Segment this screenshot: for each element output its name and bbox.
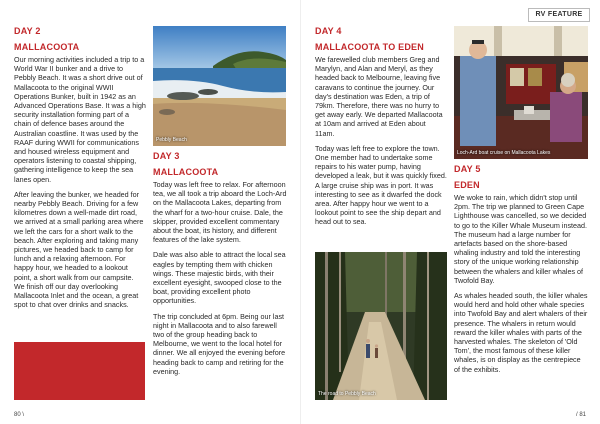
decorative-red-block [14,342,145,400]
day5-column [454,164,588,380]
day5-heading: DAY 5 [454,164,481,174]
day2-place: MALLACOOTA [14,42,80,52]
right-folio: / 81 [575,412,586,418]
day5-paragraph-2: As whales headed south, the killer whales would herd and hold other whale species into Twofold Bay and alert whalers of their presence. The whalers in return would reward the killer whales with parts of the harvested whales. The skeleton of 'Old Tom', the most famous of these killer whales, is on display as the centrepiece of the exhibits. [454,291,588,374]
day4-column [315,26,447,233]
pebbly-beach-photo [153,26,286,146]
day3-paragraph-3: The trip concluded at 6pm. Being our last night in Mallacoota and to also farewell two of the group heading back to Melbourne, we went to the local hotel for dinner. We all enjoyed the evening before heading back to camp and retiring for the evening. [153,311,286,376]
day4-place: MALLACOOTA TO EDEN [315,42,424,52]
day2-paragraph-2: After leaving the bunker, we headed for nearby Pebbly Beach. Driving for a few kilometres down a well-made dirt road, we arrived at a small parking area where we left the cars for a short walk to the beach. After exploring and taking many pictures, we headed back to camp for lunch and a relaxing afternoon. For happy hour, we headed to a lookout point, a short walk from our campsite. We finish off our day overlooking Mallacoota Inlet and the ocean, a great spot to chat over drinks and snacks. [14,189,144,310]
day4-heading: DAY 4 [315,26,342,36]
road-to-pebbly-beach-photo [315,252,447,400]
day5-paragraph-1: We woke to rain, which didn't stop until 2pm. The trip we planned to Green Cape Lighthouse was cancelled, so we decided to go to the Killer Whale Museum instead. The museum had a large number for artefacts based on the shore-based whaling industry and told the interesting story of the unique working relationship between the whalers and killer whales of Twofold Bay. [454,193,588,285]
road-caption: The road to Pebbly Beach [318,391,376,397]
day2-heading: DAY 2 [14,26,41,36]
right-page [300,0,600,424]
loch-ard-cruise-photo [454,26,588,159]
day4-paragraph-1: We farewelled club members Greg and Marylyn, and Alan and Meryl, as they headed back to Melbourne, leaving five caravans to continue the journey. Our day's destination was Eden, a trip of 79km. Therefore, there was no hurry to get away early. We departed Mallacoota at 10am and arrived at Eden about 11am. [315,55,443,138]
day4-paragraph-2: Today was left free to explore the town. One member had to undertake some repairs to his water pump, having developed a leak, but it was quickly fixed. A large cruise ship was in port. It was interesting to see as it dwarfed the dock area. After happy hour we went to a lookout point to see the ship depart and head out to sea. [315,143,447,227]
day3-paragraph-1: Today was left free to relax. For afternoon tea, we all took a trip aboard the Loch-Ard on the Mallacoota Lakes, departing from the wharf for a two-hour cruise. Dale, the skipper, provided excellent commentary about the boat, its history, and different features of the lake system. [153,180,287,245]
day5-place: EDEN [454,180,480,190]
day3-paragraph-2: Dale was also able to attract the local sea eagles by tempting them with chicken wings. These majestic birds, with their excellent eyesight, swooped close to the boat, providing excellent photo opportunities. [153,250,286,306]
day2-column [14,26,146,315]
day2-paragraph-1: Our morning activities included a trip to a World War II bunker and a drive to Pebbly Beach. It was a short drive out of Mallacoota to the original WWII Operations Bunker, built in 1942 as an Advanced Operations Base. It was a high security installation forming part of a chain of defence bases around the Australian coastline. It was used by the RAAF during WWII for communications and housed wireless equipment and operators listening to coastal shipping, gathering intelligence to keep the sea lanes open. [14,55,146,184]
day3-column [153,151,287,382]
pebbly-beach-caption: Pebbly Beach [156,137,187,143]
left-folio: 80 \ [14,412,25,418]
rv-feature-tag: RV FEATURE [528,8,590,22]
day3-place: MALLACOOTA [153,167,219,177]
day3-heading: DAY 3 [153,151,180,161]
loch-ard-caption: Loch-Ard boat cruise on Mallacoota Lakes [457,150,551,156]
